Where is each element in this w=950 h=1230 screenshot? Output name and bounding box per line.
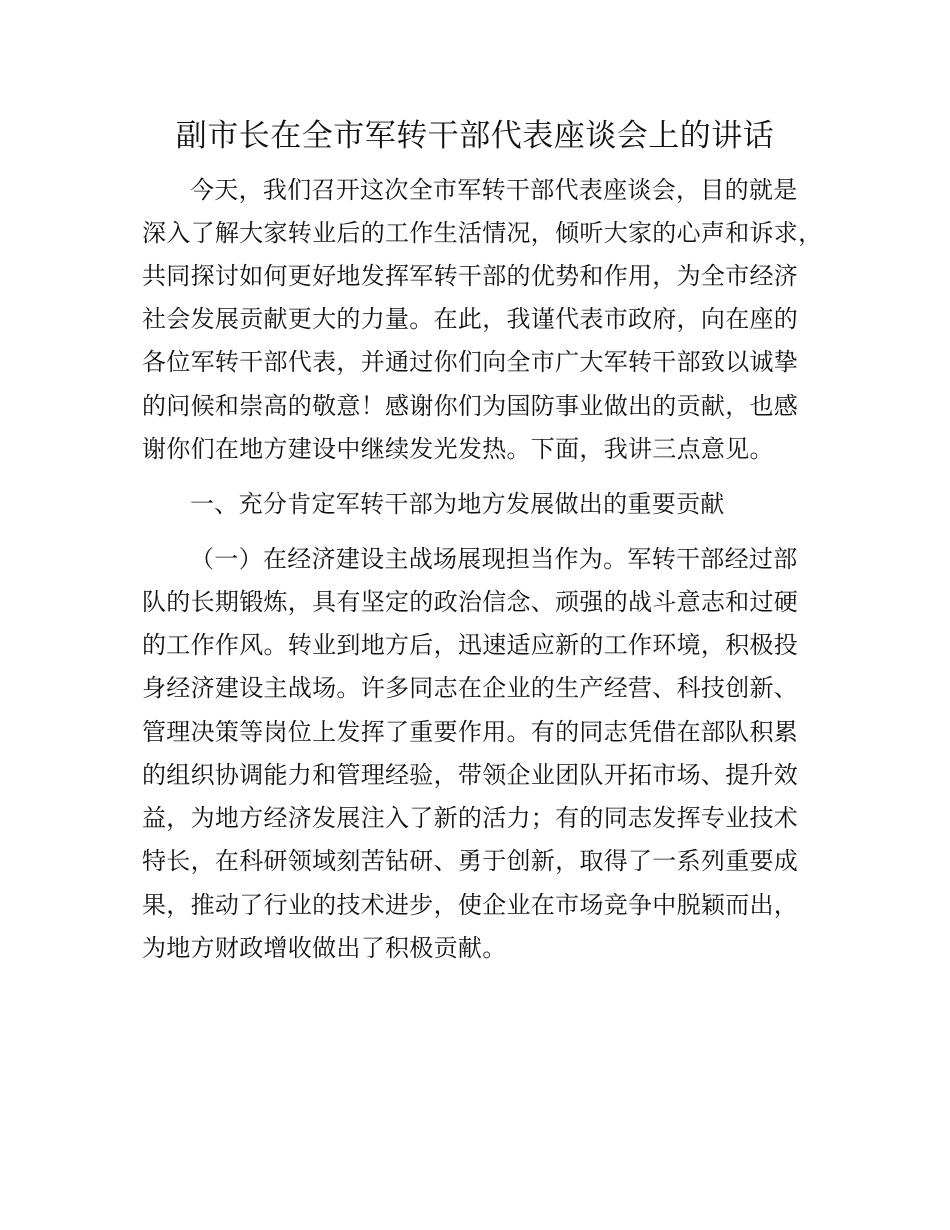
paragraph-line: 深入了解大家转业后的工作生活情况，倾听大家的心声和诉求， — [142, 219, 823, 247]
paragraph-line: 为地方财政增收做出了积极贡献。 — [142, 934, 507, 962]
section-heading: 一、充分肯定军转干部为地方发展做出的重要贡献 — [190, 490, 725, 518]
paragraph-line: 各位军转干部代表，并通过你们向全市广大军转干部致以诚挚 — [142, 348, 799, 376]
paragraph-line: 队的长期锻炼，具有坚定的政治信念、顽强的战斗意志和过硬 — [142, 588, 799, 616]
paragraph-line: 谢你们在地方建设中继续发光发热。下面，我讲三点意见。 — [142, 435, 774, 463]
paragraph-line: 今天，我们召开这次全市军转干部代表座谈会，目的就是 — [190, 176, 798, 204]
paragraph-line: （一）在经济建设主战场展现担当作为。军转干部经过部 — [190, 545, 798, 573]
page-title: 副市长在全市军转干部代表座谈会上的讲话 — [175, 118, 775, 154]
paragraph-line: 的组织协调能力和管理经验，带领企业团队开拓市场、提升效 — [142, 761, 799, 789]
paragraph-line: 特长，在科研领域刻苦钻研、勇于创新，取得了一系列重要成 — [142, 847, 799, 875]
paragraph-line: 益，为地方经济发展注入了新的活力；有的同志发挥专业技术 — [142, 804, 799, 832]
paragraph-line: 管理决策等岗位上发挥了重要作用。有的同志凭借在部队积累 — [142, 718, 799, 746]
paragraph-line: 共同探讨如何更好地发挥军转干部的优势和作用，为全市经济 — [142, 262, 799, 290]
paragraph-line: 身经济建设主战场。许多同志在企业的生产经营、科技创新、 — [142, 674, 799, 702]
paragraph-line: 的工作作风。转业到地方后，迅速适应新的工作环境，积极投 — [142, 631, 799, 659]
paragraph-line: 果，推动了行业的技术进步，使企业在市场竞争中脱颖而出， — [142, 891, 799, 919]
paragraph-line: 社会发展贡献更大的力量。在此，我谨代表市政府，向在座的 — [142, 305, 799, 333]
paragraph-line: 的问候和崇高的敬意！感谢你们为国防事业做出的贡献，也感 — [142, 392, 799, 420]
